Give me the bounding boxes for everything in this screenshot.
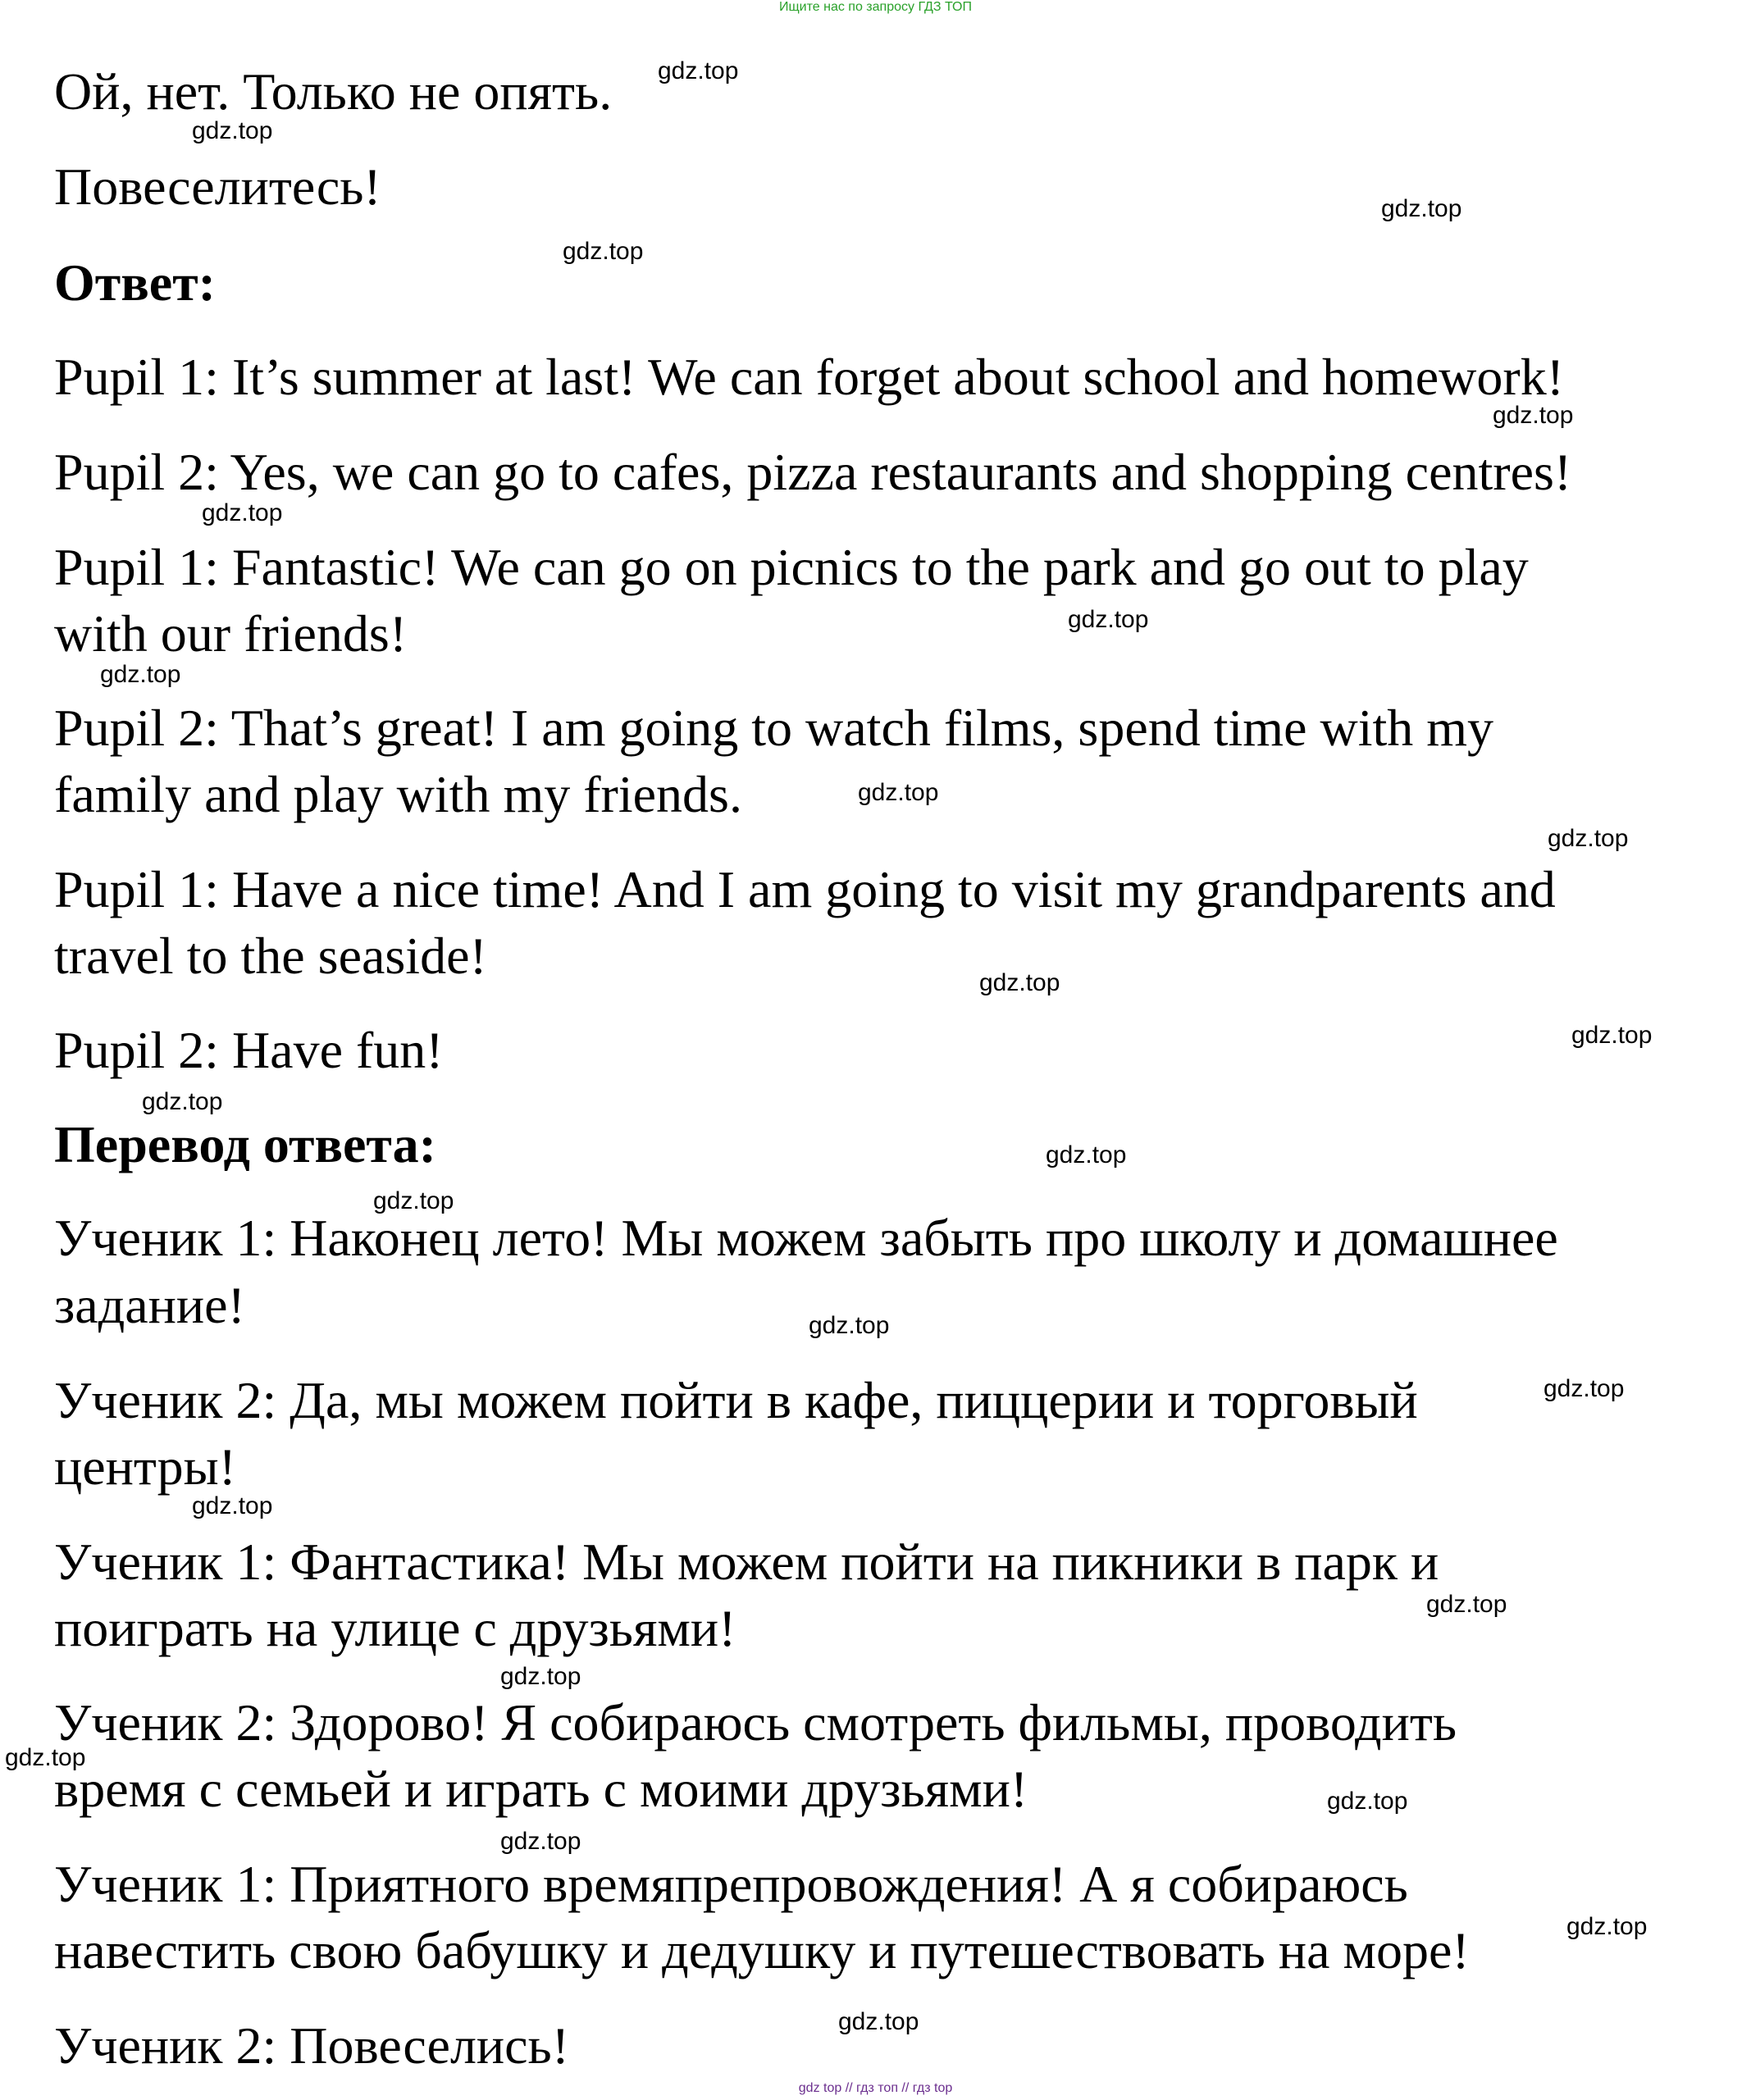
text-line: Pupil 2: That’s great! I am going to watch films, spend time with my [54, 699, 1494, 757]
text-line: travel to the seaside! [54, 927, 487, 985]
watermark: gdz.top [858, 779, 939, 806]
text-line: Pupil 1: It’s summer at last! We can forget about school and homework! [54, 348, 1564, 406]
text-line: with our friends! [54, 604, 408, 663]
watermark: gdz.top [5, 1744, 86, 1771]
text-line: поиграть на улице с друзьями! [54, 1599, 736, 1657]
header-banner: Ищите нас по запросу ГДЗ ТОП [779, 0, 972, 14]
text-line: время с семьей и играть с моими друзьями! [54, 1760, 1028, 1818]
text-line: Pupil 2: Have fun! [54, 1021, 444, 1079]
watermark: gdz.top [563, 238, 644, 265]
watermark: gdz.top [192, 1492, 273, 1519]
watermark: gdz.top [1571, 1022, 1653, 1049]
watermark: gdz.top [1566, 1913, 1648, 1940]
footer-banner: gdz top // гдз топ // гдз top [798, 2081, 953, 2095]
text-line: Pupil 1: Fantastic! We can go on picnics to the park and go out to play [54, 538, 1529, 596]
watermark: gdz.top [1544, 1375, 1625, 1402]
watermark: gdz.top [1493, 402, 1574, 429]
watermark: gdz.top [1548, 825, 1629, 852]
watermark: gdz.top [1381, 195, 1462, 222]
text-line: Ученик 2: Здорово! Я собираюсь смотреть фильмы, проводить [54, 1693, 1457, 1752]
text-line: Ученик 2: Да, мы можем пойти в кафе, пиццерии и торговый [54, 1371, 1418, 1429]
answer-heading: Ответ: [54, 253, 216, 312]
text-line: Повеселитесь! [54, 157, 381, 216]
watermark: gdz.top [1327, 1788, 1408, 1815]
watermark: gdz.top [500, 1828, 581, 1855]
translation-heading: Перевод ответа: [54, 1115, 436, 1173]
watermark: gdz.top [373, 1187, 454, 1214]
watermark: gdz.top [202, 499, 283, 526]
watermark: gdz.top [838, 2008, 919, 2035]
text-line: Ученик 2: Повеселись! [54, 2016, 570, 2075]
text-line: Pupil 1: Have a nice time! And I am going to visit my grandparents and [54, 860, 1556, 918]
text-line: Ой, нет. Только не опять. [54, 62, 613, 121]
watermark: gdz.top [142, 1088, 223, 1115]
watermark: gdz.top [1046, 1141, 1127, 1168]
watermark: gdz.top [192, 117, 273, 144]
watermark: gdz.top [658, 57, 739, 84]
text-line: family and play with my friends. [54, 765, 742, 823]
text-line: навестить свою бабушку и дедушку и путешествовать на море! [54, 1921, 1470, 1979]
watermark: gdz.top [500, 1663, 581, 1690]
watermark: gdz.top [1068, 606, 1149, 633]
watermark: gdz.top [100, 661, 181, 688]
text-line: задание! [54, 1276, 245, 1334]
text-line: Ученик 1: Наконец лето! Мы можем забыть про школу и домашнее [54, 1209, 1558, 1267]
watermark: gdz.top [1426, 1591, 1507, 1618]
watermark: gdz.top [809, 1312, 890, 1339]
text-line: Pupil 2: Yes, we can go to cafes, pizza restaurants and shopping centres! [54, 443, 1572, 501]
text-line: Ученик 1: Фантастика! Мы можем пойти на пикники в парк и [54, 1533, 1439, 1591]
watermark: gdz.top [979, 969, 1060, 996]
text-line: центры! [54, 1437, 236, 1496]
text-line: Ученик 1: Приятного времяпрепровождения! А я собираюсь [54, 1855, 1408, 1913]
